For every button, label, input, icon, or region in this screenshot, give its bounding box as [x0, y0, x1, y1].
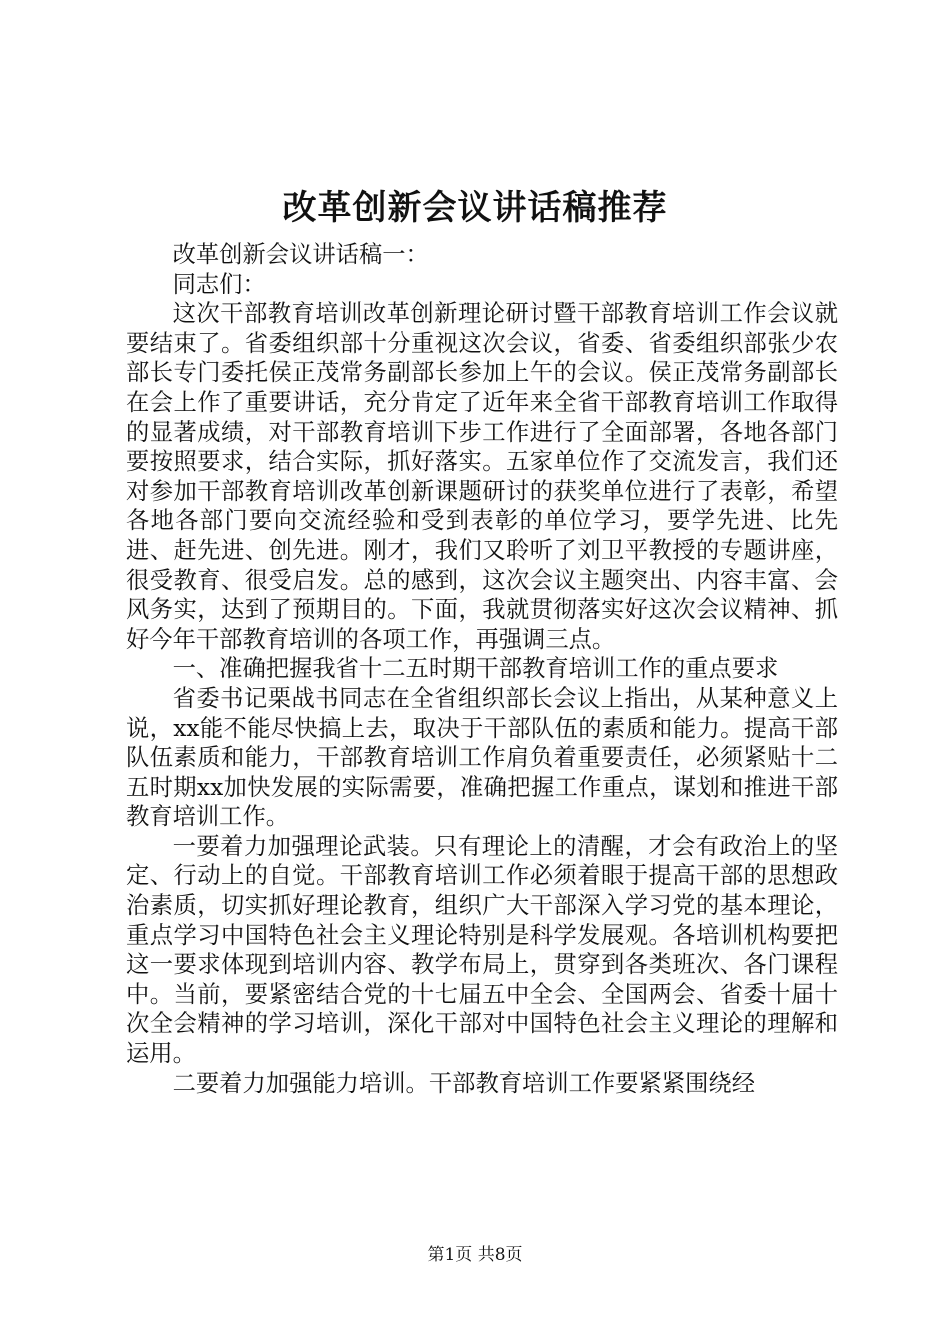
paragraph-subtitle: 改革创新会议讲话稿一：: [172, 241, 429, 268]
paragraph: 二要着力加强能力培训。干部教育培训工作要紧紧围绕经: [172, 1069, 756, 1097]
section-heading: 一、准确把握我省十二五时期干部教育培训工作的重点要求: [172, 655, 779, 683]
document-title: 改革创新会议讲话稿推荐: [282, 188, 668, 228]
paragraph-salutation: 同志们：: [172, 270, 266, 298]
paragraph: 省委书记栗战书同志在全省组织部长会议上指出，从某种意义上说，xx能不能尽快搞上去，取决于干部队伍的素质和能力。提高干部队伍素质和能力，干部教育培训工作肩负着重要责任，必须紧贴十二五时期xx加快发展的实际需要，准确把握工作重点，谋划和推进干部教育培训工作。: [126, 684, 838, 831]
page-number-footer: 第1页 共8页: [427, 1245, 523, 1265]
paragraph: 这次干部教育培训改革创新理论研讨暨干部教育培训工作会议就要结束了。省委组织部十分重视这次会议，省委、省委组织部张少农部长专门委托侯正茂常务副部长参加上午的会议。侯正茂常务副部长在会上作了重要讲话，充分肯定了近年来全省干部教育培训工作取得的显著成绩，对干部教育培训下步工作进行了全面部署，各地各部门要按照要求，结合实际，抓好落实。五家单位作了交流发言，我们还对参加干部教育培训改革创新课题研讨的获奖单位进行了表彰，希望各地各部门要向交流经验和受到表彰的单位学习，要学先进、比先进、赶先进、创先进。刚才，我们又聆听了刘卫平教授的专题讲座，很受教育、很受启发。总的感到，这次会议主题突出、内容丰富、会风务实，达到了预期目的。下面，我就贯彻落实好这次会议精神、抓好今年干部教育培训的各项工作，再强调三点。: [126, 300, 838, 653]
paragraph: 一要着力加强理论武装。只有理论上的清醒，才会有政治上的坚定、行动上的自觉。干部教育培训工作必须着眼于提高干部的思想政治素质，切实抓好理论教育，组织广大干部深入学习党的基本理论，重点学习中国特色社会主义理论特别是科学发展观。各培训机构要把这一要求体现到培训内容、教学布局上，贯穿到各类班次、各门课程中。当前，要紧密结合党的十七届五中全会、全国两会、省委十届十次全会精神的学习培训，深化干部对中国特色社会主义理论的理解和运用。: [126, 832, 838, 1068]
document-body: [126, 240, 838, 1098]
